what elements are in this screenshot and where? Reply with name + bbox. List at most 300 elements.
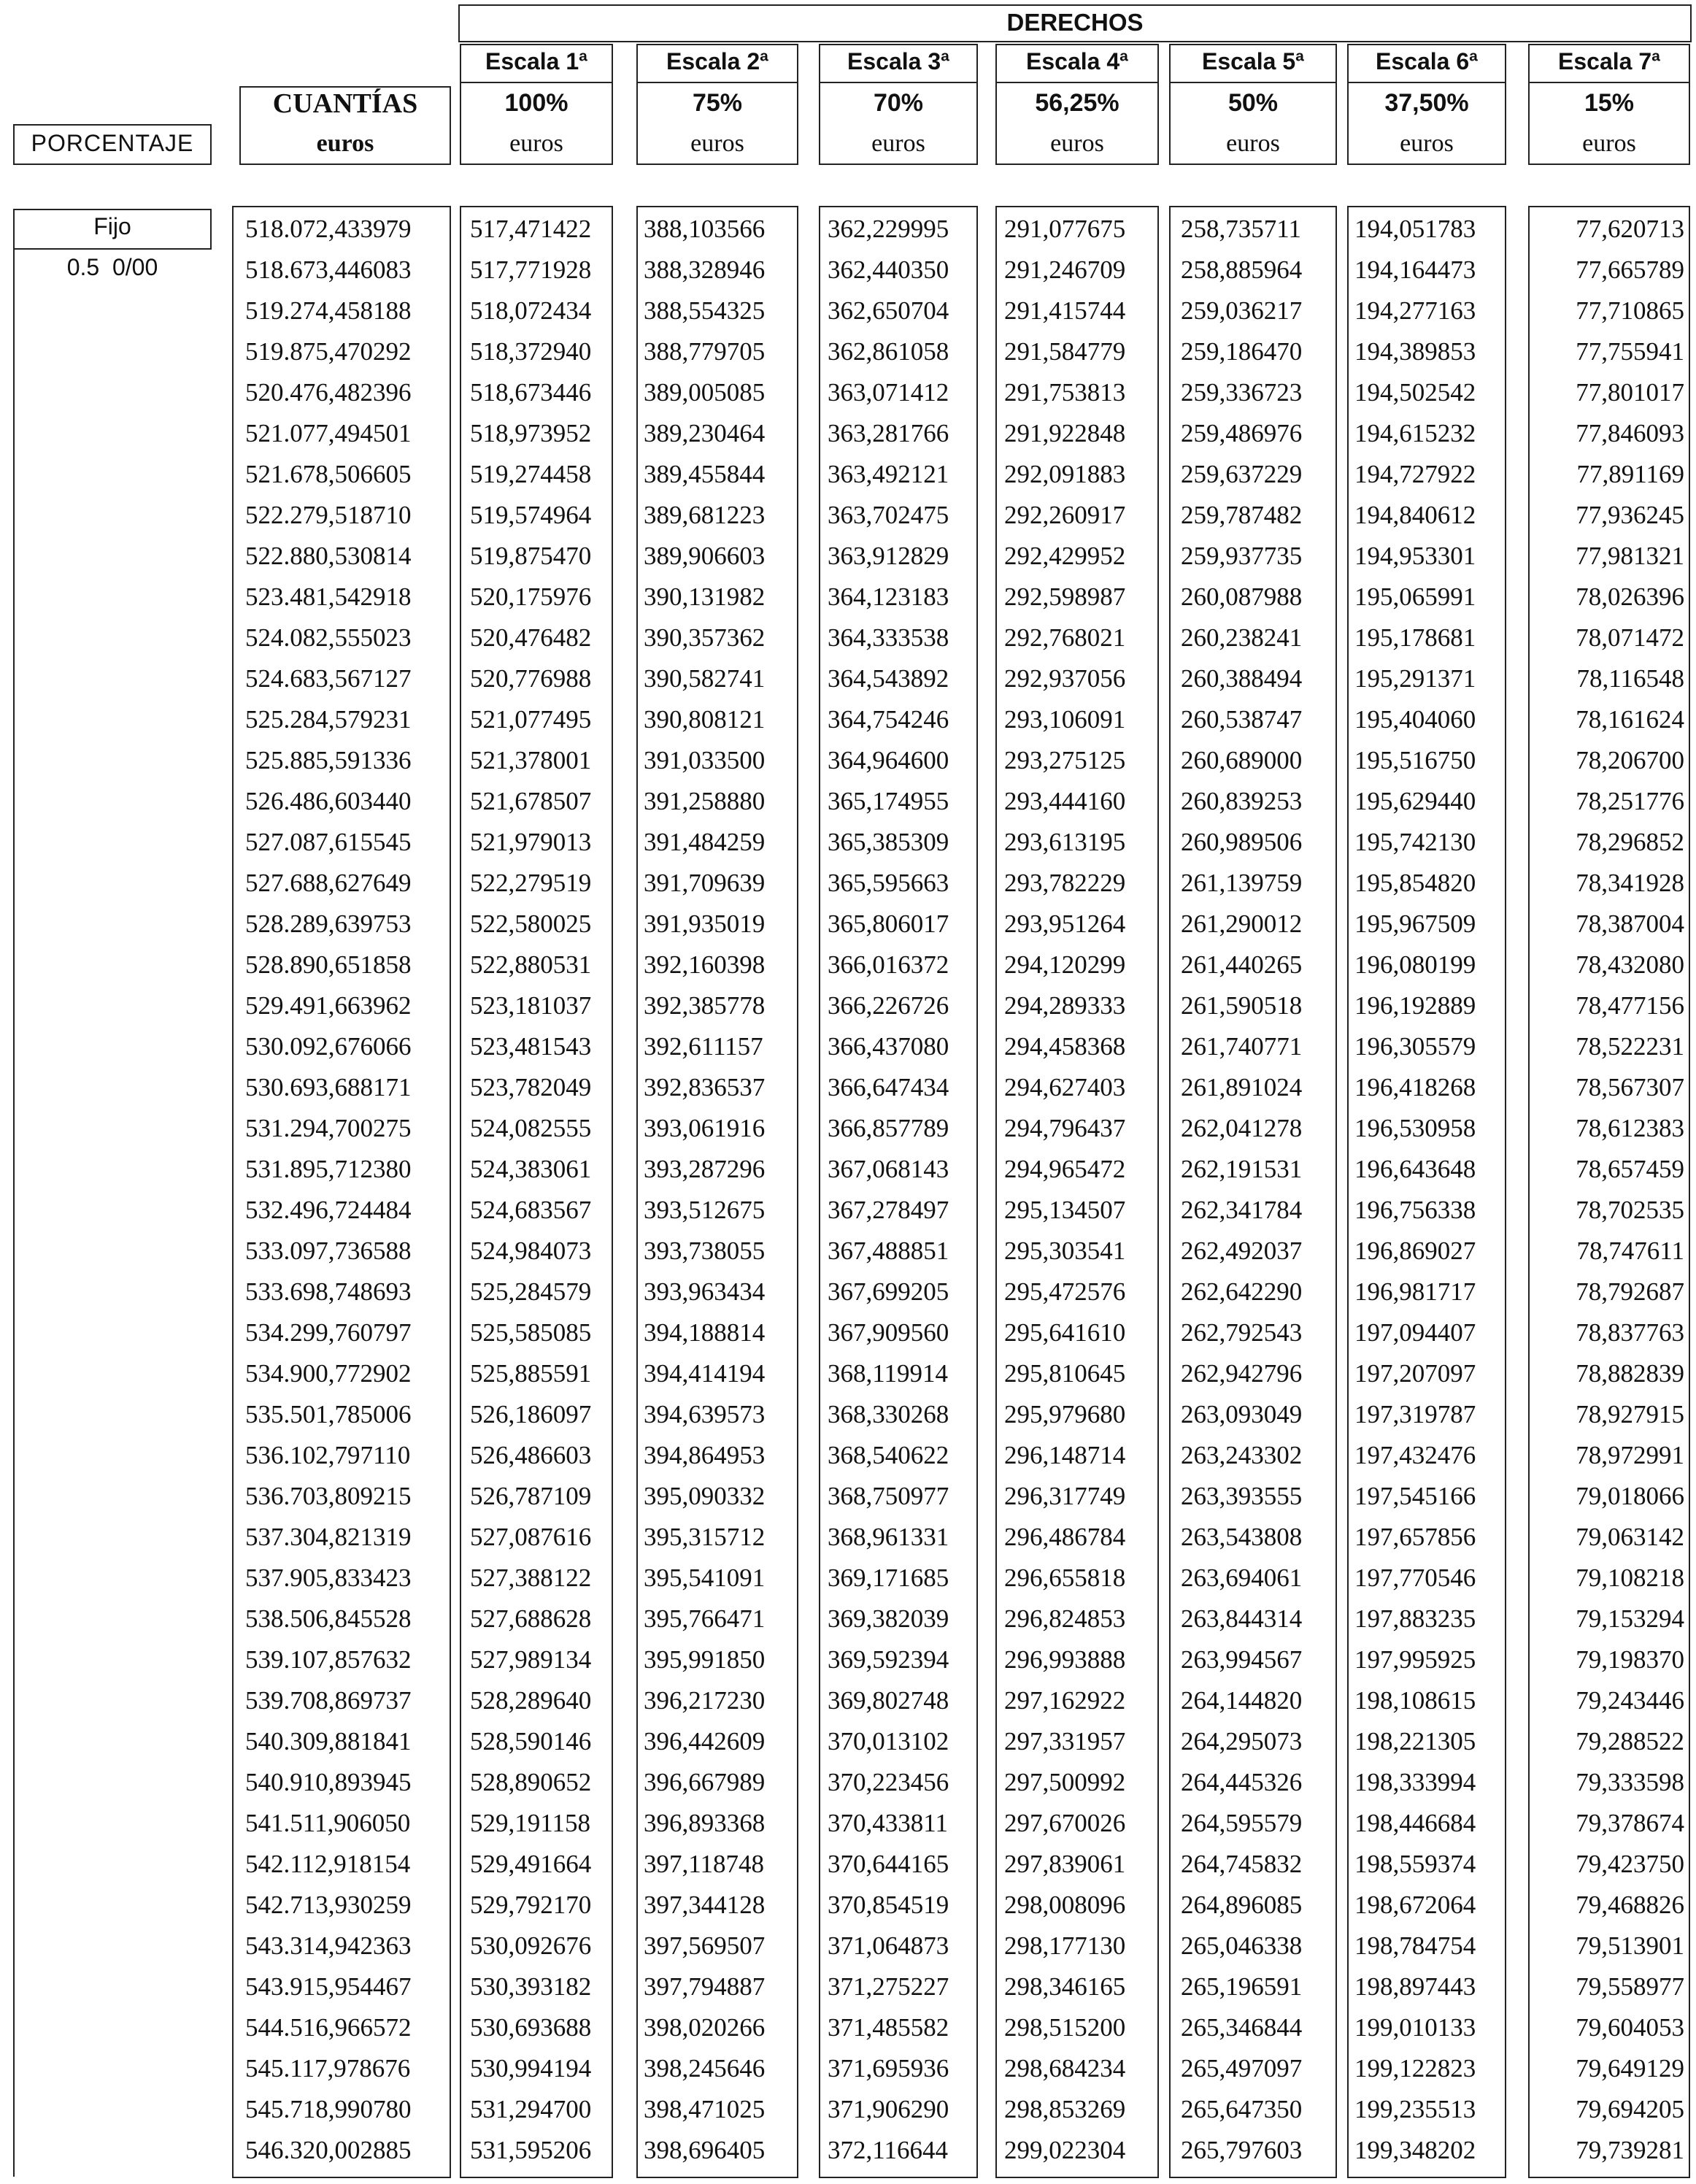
- scale-name: Escala 4ª: [1026, 48, 1128, 74]
- derecho-cell: 369,592394: [828, 1645, 949, 1674]
- derecho-cell: 198,672064: [1354, 1891, 1476, 1919]
- derecho-cell: 294,796437: [1004, 1114, 1126, 1142]
- derecho-cell: 78,657459: [1576, 1155, 1684, 1183]
- derecho-cell: 78,792687: [1576, 1277, 1684, 1306]
- derecho-cell: 518,673446: [470, 378, 592, 407]
- derecho-cell: 197,319787: [1354, 1400, 1476, 1429]
- derecho-cell: 397,794887: [644, 1972, 766, 2001]
- derecho-cell: 260,839253: [1181, 787, 1303, 815]
- scale-header-divider: [1347, 82, 1506, 83]
- derecho-cell: 296,317749: [1004, 1482, 1126, 1510]
- derecho-cell: 522,580025: [470, 910, 592, 938]
- derecho-cell: 388,103566: [644, 215, 766, 243]
- derecho-cell: 363,702475: [828, 501, 949, 529]
- derecho-cell: 292,429952: [1004, 542, 1126, 570]
- derecho-cell: 392,836537: [644, 1073, 766, 1101]
- derecho-cell: 292,260917: [1004, 501, 1126, 529]
- derecho-cell: 398,245646: [644, 2054, 766, 2083]
- cuantia-cell: 534.900,772902: [245, 1359, 412, 1388]
- cuantia-cell: 544.516,966572: [245, 2013, 412, 2042]
- derecho-cell: 295,472576: [1004, 1277, 1126, 1306]
- derecho-cell: 296,486784: [1004, 1523, 1126, 1551]
- porcentaje-column-line: [13, 250, 15, 2177]
- derecho-cell: 297,670026: [1004, 1809, 1126, 1837]
- derecho-cell: 366,016372: [828, 950, 949, 979]
- derecho-cell: 79,018066: [1576, 1482, 1684, 1510]
- derecho-cell: 364,964600: [828, 746, 949, 774]
- derecho-cell: 199,348202: [1354, 2136, 1476, 2164]
- derecho-cell: 195,291371: [1354, 664, 1476, 693]
- derecho-cell: 362,650704: [828, 296, 949, 325]
- derecho-cell: 78,927915: [1576, 1400, 1684, 1429]
- derecho-cell: 364,123183: [828, 582, 949, 611]
- scale-unit: euros: [509, 130, 563, 157]
- derecho-cell: 298,515200: [1004, 2013, 1126, 2042]
- derecho-cell: 79,378674: [1576, 1809, 1684, 1837]
- derecho-cell: 293,106091: [1004, 705, 1126, 734]
- derecho-cell: 263,844314: [1181, 1604, 1303, 1633]
- derecho-cell: 265,346844: [1181, 2013, 1303, 2042]
- derecho-cell: 78,972991: [1576, 1441, 1684, 1469]
- derecho-cell: 388,554325: [644, 296, 766, 325]
- derecho-cell: 391,484259: [644, 828, 766, 856]
- scale-percentage: 37,50%: [1384, 89, 1469, 117]
- derecho-cell: 78,341928: [1576, 869, 1684, 897]
- cuantia-cell: 535.501,785006: [245, 1400, 412, 1429]
- derecho-cell: 198,559374: [1354, 1850, 1476, 1878]
- cuantia-cell: 523.481,542918: [245, 582, 412, 611]
- derecho-cell: 78,116548: [1576, 664, 1684, 693]
- derecho-cell: 527,388122: [470, 1564, 592, 1592]
- derecho-cell: 259,787482: [1181, 501, 1303, 529]
- derecho-cell: 77,620713: [1576, 215, 1684, 243]
- scale-percentage: 70%: [873, 89, 924, 117]
- derecho-cell: 296,993888: [1004, 1645, 1126, 1674]
- scale-name: Escala 7ª: [1558, 48, 1660, 74]
- scale-header-divider: [636, 82, 798, 83]
- cuantia-cell: 546.320,002885: [245, 2136, 412, 2164]
- derecho-cell: 197,883235: [1354, 1604, 1476, 1633]
- derecho-cell: 198,333994: [1354, 1768, 1476, 1796]
- derecho-cell: 366,226726: [828, 991, 949, 1020]
- derecho-cell: 389,681223: [644, 501, 766, 529]
- scale-header-divider: [460, 82, 613, 83]
- derecho-cell: 363,492121: [828, 460, 949, 488]
- derecho-cell: 78,251776: [1576, 787, 1684, 815]
- scale-percentage: 56,25%: [1035, 89, 1119, 117]
- derecho-cell: 260,689000: [1181, 746, 1303, 774]
- derecho-cell: 294,458368: [1004, 1032, 1126, 1061]
- derecho-cell: 194,840612: [1354, 501, 1476, 529]
- cuantia-cell: 540.309,881841: [245, 1727, 412, 1756]
- cuantia-cell: 521.678,506605: [245, 460, 412, 488]
- derecho-cell: 517,471422: [470, 215, 592, 243]
- derecho-cell: 390,582741: [644, 664, 766, 693]
- derecho-cell: 395,090332: [644, 1482, 766, 1510]
- derecho-cell: 259,336723: [1181, 378, 1303, 407]
- derecho-cell: 79,063142: [1576, 1523, 1684, 1551]
- derecho-cell: 259,186470: [1181, 337, 1303, 366]
- derecho-cell: 519,274458: [470, 460, 592, 488]
- derecho-cell: 78,567307: [1576, 1073, 1684, 1101]
- derecho-cell: 397,569507: [644, 1931, 766, 1960]
- scale-percentage: 100%: [504, 89, 568, 117]
- derecho-cell: 264,295073: [1181, 1727, 1303, 1756]
- derecho-cell: 78,747611: [1576, 1237, 1684, 1265]
- derecho-cell: 79,153294: [1576, 1604, 1684, 1633]
- scale-name: Escala 3ª: [847, 48, 949, 74]
- derecho-cell: 299,022304: [1004, 2136, 1126, 2164]
- derecho-cell: 524,383061: [470, 1155, 592, 1183]
- cuantia-cell: 545.718,990780: [245, 2095, 412, 2123]
- derecho-cell: 79,333598: [1576, 1768, 1684, 1796]
- derecho-cell: 198,446684: [1354, 1809, 1476, 1837]
- derecho-cell: 521,378001: [470, 746, 592, 774]
- derecho-cell: 199,010133: [1354, 2013, 1476, 2042]
- derecho-cell: 79,198370: [1576, 1645, 1684, 1674]
- derecho-cell: 518,372940: [470, 337, 592, 366]
- derecho-cell: 194,051783: [1354, 215, 1476, 243]
- cuantia-cell: 531.895,712380: [245, 1155, 412, 1183]
- cuantia-cell: 533.698,748693: [245, 1277, 412, 1306]
- cuantia-cell: 518.072,433979: [245, 215, 412, 243]
- derecho-cell: 78,702535: [1576, 1196, 1684, 1224]
- scale-header-divider: [995, 82, 1159, 83]
- derecho-cell: 292,598987: [1004, 582, 1126, 611]
- porcentaje-fijo-label: Fijo: [93, 213, 131, 239]
- derecho-cell: 77,846093: [1576, 419, 1684, 447]
- derecho-cell: 296,655818: [1004, 1564, 1126, 1592]
- cuantia-cell: 541.511,906050: [245, 1809, 411, 1837]
- derecho-cell: 259,036217: [1181, 296, 1303, 325]
- derecho-cell: 195,516750: [1354, 746, 1476, 774]
- derecho-cell: 263,243302: [1181, 1441, 1303, 1469]
- derecho-cell: 363,281766: [828, 419, 949, 447]
- derecho-cell: 391,258880: [644, 787, 766, 815]
- derecho-cell: 263,543808: [1181, 1523, 1303, 1551]
- derecho-cell: 519,574964: [470, 501, 592, 529]
- derecho-cell: 194,615232: [1354, 419, 1476, 447]
- derecho-cell: 79,558977: [1576, 1972, 1684, 2001]
- derecho-cell: 195,065991: [1354, 582, 1476, 611]
- derecho-cell: 520,476482: [470, 623, 592, 652]
- scale-name: Escala 1ª: [485, 48, 587, 74]
- scale-unit: euros: [1226, 130, 1280, 157]
- cuantia-cell: 540.910,893945: [245, 1768, 412, 1796]
- derecho-cell: 261,440265: [1181, 950, 1303, 979]
- cuantia-cell: 520.476,482396: [245, 378, 412, 407]
- cuantia-cell: 539.708,869737: [245, 1686, 412, 1715]
- derecho-cell: 368,750977: [828, 1482, 949, 1510]
- derecho-cell: 363,912829: [828, 542, 949, 570]
- derecho-cell: 77,665789: [1576, 255, 1684, 284]
- derecho-cell: 198,108615: [1354, 1686, 1476, 1715]
- derecho-cell: 362,229995: [828, 215, 949, 243]
- derecho-cell: 529,792170: [470, 1891, 592, 1919]
- derecho-cell: 368,330268: [828, 1400, 949, 1429]
- derecho-cell: 395,315712: [644, 1523, 766, 1551]
- derecho-cell: 77,891169: [1576, 460, 1684, 488]
- derecho-cell: 298,008096: [1004, 1891, 1126, 1919]
- scale-percentage: 15%: [1584, 89, 1635, 117]
- derecho-cell: 397,118748: [644, 1850, 764, 1878]
- derecho-cell: 259,486976: [1181, 419, 1303, 447]
- cuantia-cell: 534.299,760797: [245, 1318, 412, 1347]
- cuantia-cell: 519.274,458188: [245, 296, 412, 325]
- derecho-cell: 292,768021: [1004, 623, 1126, 652]
- cuantia-cell: 519.875,470292: [245, 337, 412, 366]
- derecho-cell: 395,541091: [644, 1564, 766, 1592]
- derechos-title: DERECHOS: [1006, 9, 1144, 36]
- derecho-cell: 291,246709: [1004, 255, 1126, 284]
- derecho-cell: 264,745832: [1181, 1850, 1303, 1878]
- derecho-cell: 518,973952: [470, 419, 592, 447]
- derecho-cell: 396,442609: [644, 1727, 766, 1756]
- derecho-cell: 196,981717: [1354, 1277, 1476, 1306]
- derecho-cell: 263,994567: [1181, 1645, 1303, 1674]
- derecho-cell: 530,393182: [470, 1972, 592, 2001]
- derecho-cell: 263,393555: [1181, 1482, 1303, 1510]
- derecho-cell: 365,385309: [828, 828, 949, 856]
- derecho-cell: 296,824853: [1004, 1604, 1126, 1633]
- derecho-cell: 364,333538: [828, 623, 949, 652]
- cuantia-cell: 522.880,530814: [245, 542, 412, 570]
- derecho-cell: 364,754246: [828, 705, 949, 734]
- derecho-cell: 291,753813: [1004, 378, 1126, 407]
- derecho-cell: 260,989506: [1181, 828, 1303, 856]
- derecho-cell: 294,120299: [1004, 950, 1126, 979]
- derecho-cell: 196,756338: [1354, 1196, 1476, 1224]
- derecho-cell: 78,026396: [1576, 582, 1684, 611]
- derecho-cell: 195,404060: [1354, 705, 1476, 734]
- derecho-cell: 265,797603: [1181, 2136, 1303, 2164]
- cuantia-cell: 537.304,821319: [245, 1523, 412, 1551]
- derecho-cell: 362,861058: [828, 337, 949, 366]
- derecho-cell: 197,770546: [1354, 1564, 1476, 1592]
- derecho-cell: 368,540622: [828, 1441, 949, 1469]
- derecho-cell: 398,471025: [644, 2095, 766, 2123]
- derecho-cell: 196,643648: [1354, 1155, 1476, 1183]
- derecho-cell: 367,699205: [828, 1277, 949, 1306]
- derecho-cell: 292,091883: [1004, 460, 1126, 488]
- derecho-cell: 396,217230: [644, 1686, 766, 1715]
- derecho-cell: 295,979680: [1004, 1400, 1126, 1429]
- derecho-cell: 198,221305: [1354, 1727, 1476, 1756]
- derecho-cell: 398,020266: [644, 2013, 766, 2042]
- derecho-cell: 77,981321: [1576, 542, 1684, 570]
- derecho-cell: 197,432476: [1354, 1441, 1476, 1469]
- derecho-cell: 197,657856: [1354, 1523, 1476, 1551]
- derecho-cell: 79,513901: [1576, 1931, 1684, 1960]
- derecho-cell: 260,238241: [1181, 623, 1303, 652]
- derecho-cell: 260,087988: [1181, 582, 1303, 611]
- derecho-cell: 530,092676: [470, 1931, 592, 1960]
- cuantia-cell: 526.486,603440: [245, 787, 412, 815]
- derecho-cell: 259,637229: [1181, 460, 1303, 488]
- derecho-cell: 197,545166: [1354, 1482, 1476, 1510]
- cuantia-cell: 542.713,930259: [245, 1891, 412, 1919]
- derecho-cell: 260,538747: [1181, 705, 1303, 734]
- derecho-cell: 297,839061: [1004, 1850, 1126, 1878]
- derecho-cell: 531,294700: [470, 2095, 592, 2123]
- derecho-cell: 518,072434: [470, 296, 592, 325]
- derecho-cell: 392,385778: [644, 991, 766, 1020]
- derecho-cell: 77,936245: [1576, 501, 1684, 529]
- derecho-cell: 265,196591: [1181, 1972, 1303, 2001]
- derecho-cell: 296,148714: [1004, 1441, 1126, 1469]
- derecho-cell: 265,046338: [1181, 1931, 1303, 1960]
- derecho-cell: 262,341784: [1181, 1196, 1303, 1224]
- cuantia-cell: 537.905,833423: [245, 1564, 412, 1592]
- derecho-cell: 365,806017: [828, 910, 949, 938]
- cuantia-cell: 538.506,845528: [245, 1604, 412, 1633]
- derecho-cell: 264,445326: [1181, 1768, 1303, 1796]
- derecho-cell: 526,787109: [470, 1482, 592, 1510]
- derecho-cell: 199,122823: [1354, 2054, 1476, 2083]
- derecho-cell: 293,951264: [1004, 910, 1126, 938]
- derecho-cell: 297,162922: [1004, 1686, 1126, 1715]
- derecho-cell: 77,755941: [1576, 337, 1684, 366]
- derecho-cell: 79,694205: [1576, 2095, 1684, 2123]
- derecho-cell: 297,500992: [1004, 1768, 1126, 1796]
- derecho-cell: 291,584779: [1004, 337, 1126, 366]
- derecho-cell: 198,784754: [1354, 1931, 1476, 1960]
- derecho-cell: 529,191158: [470, 1809, 590, 1837]
- cuantias-title: CUANTÍAS: [272, 88, 418, 119]
- porcentaje-rate-label: 0.5 0/00: [66, 254, 158, 280]
- scale-name: Escala 6ª: [1376, 48, 1478, 74]
- cuantia-cell: 524.082,555023: [245, 623, 412, 652]
- derecho-cell: 397,344128: [644, 1891, 766, 1919]
- derecho-cell: 525,284579: [470, 1277, 592, 1306]
- derecho-cell: 197,207097: [1354, 1359, 1476, 1388]
- derecho-cell: 390,357362: [644, 623, 766, 652]
- derecho-cell: 365,174955: [828, 787, 949, 815]
- cuantia-cell: 522.279,518710: [245, 501, 412, 529]
- derecho-cell: 78,296852: [1576, 828, 1684, 856]
- derecho-cell: 79,288522: [1576, 1727, 1684, 1756]
- scale-percentage: 50%: [1227, 89, 1279, 117]
- derecho-cell: 524,683567: [470, 1196, 592, 1224]
- derecho-cell: 265,647350: [1181, 2095, 1303, 2123]
- derecho-cell: 367,278497: [828, 1196, 949, 1224]
- derecho-cell: 261,290012: [1181, 910, 1303, 938]
- derecho-cell: 394,864953: [644, 1441, 766, 1469]
- derecho-cell: 391,709639: [644, 869, 766, 897]
- derecho-cell: 394,188814: [644, 1318, 766, 1347]
- derecho-cell: 527,087616: [470, 1523, 592, 1551]
- derecho-cell: 262,642290: [1181, 1277, 1303, 1306]
- derecho-cell: 194,164473: [1354, 255, 1476, 284]
- derecho-cell: 298,853269: [1004, 2095, 1126, 2123]
- derecho-cell: 262,942796: [1181, 1359, 1303, 1388]
- derecho-cell: 79,739281: [1576, 2136, 1684, 2164]
- derecho-cell: 78,206700: [1576, 746, 1684, 774]
- derecho-cell: 520,776988: [470, 664, 592, 693]
- cuantia-cell: 543.314,942363: [245, 1931, 412, 1960]
- derecho-cell: 391,935019: [644, 910, 766, 938]
- derecho-cell: 370,433811: [828, 1809, 948, 1837]
- scale-percentage: 75%: [692, 89, 743, 117]
- derecho-cell: 521,077495: [470, 705, 592, 734]
- derecho-cell: 363,071412: [828, 378, 949, 407]
- derecho-cell: 196,530958: [1354, 1114, 1476, 1142]
- scale-header-divider: [1528, 82, 1690, 83]
- derecho-cell: 194,277163: [1354, 296, 1476, 325]
- derecho-cell: 298,177130: [1004, 1931, 1126, 1960]
- derecho-cell: 525,885591: [470, 1359, 592, 1388]
- derecho-cell: 362,440350: [828, 255, 949, 284]
- derecho-cell: 259,937735: [1181, 542, 1303, 570]
- derecho-cell: 263,093049: [1181, 1400, 1303, 1429]
- cuantia-cell: 525.885,591336: [245, 746, 412, 774]
- derecho-cell: 517,771928: [470, 255, 592, 284]
- derecho-cell: 524,984073: [470, 1237, 592, 1265]
- cuantia-cell: 543.915,954467: [245, 1972, 412, 2001]
- derecho-cell: 258,735711: [1181, 215, 1301, 243]
- derecho-cell: 265,497097: [1181, 2054, 1303, 2083]
- derecho-cell: 371,485582: [828, 2013, 949, 2042]
- derecho-cell: 261,590518: [1181, 991, 1303, 1020]
- derecho-cell: 367,068143: [828, 1155, 949, 1183]
- derecho-cell: 195,178681: [1354, 623, 1476, 652]
- cuantia-cell: 539.107,857632: [245, 1645, 412, 1674]
- cuantia-cell: 530.693,688171: [245, 1073, 412, 1101]
- derecho-cell: 294,289333: [1004, 991, 1126, 1020]
- derecho-cell: 78,522231: [1576, 1032, 1684, 1061]
- derecho-cell: 393,287296: [644, 1155, 766, 1183]
- derecho-cell: 260,388494: [1181, 664, 1303, 693]
- derecho-cell: 196,305579: [1354, 1032, 1476, 1061]
- derecho-cell: 527,989134: [470, 1645, 592, 1674]
- cuantia-cell: 528.289,639753: [245, 910, 412, 938]
- cuantia-cell: 530.092,676066: [245, 1032, 412, 1061]
- derecho-cell: 369,382039: [828, 1604, 949, 1633]
- derecho-cell: 366,437080: [828, 1032, 949, 1061]
- derecho-cell: 295,303541: [1004, 1237, 1126, 1265]
- derecho-cell: 79,604053: [1576, 2013, 1684, 2042]
- derecho-cell: 393,512675: [644, 1196, 766, 1224]
- derecho-cell: 291,922848: [1004, 419, 1126, 447]
- derecho-cell: 264,144820: [1181, 1686, 1303, 1715]
- derecho-cell: 297,331957: [1004, 1727, 1126, 1756]
- derecho-cell: 395,991850: [644, 1645, 766, 1674]
- scale-name: Escala 5ª: [1202, 48, 1304, 74]
- derecho-cell: 364,543892: [828, 664, 949, 693]
- derecho-cell: 394,414194: [644, 1359, 766, 1388]
- derecho-cell: 293,444160: [1004, 787, 1126, 815]
- derecho-cell: 530,693688: [470, 2013, 592, 2042]
- derecho-cell: 390,131982: [644, 582, 766, 611]
- cuantia-cell: 536.102,797110: [245, 1441, 411, 1469]
- derecho-cell: 298,684234: [1004, 2054, 1126, 2083]
- cuantia-cell: 542.112,918154: [245, 1850, 411, 1878]
- derecho-cell: 79,108218: [1576, 1564, 1684, 1592]
- derecho-cell: 523,181037: [470, 991, 592, 1020]
- derecho-cell: 196,869027: [1354, 1237, 1476, 1265]
- derecho-cell: 263,694061: [1181, 1564, 1303, 1592]
- derecho-cell: 77,801017: [1576, 378, 1684, 407]
- derecho-cell: 370,013102: [828, 1727, 949, 1756]
- scale-unit: euros: [1582, 130, 1636, 157]
- scale-unit: euros: [1050, 130, 1104, 157]
- derecho-cell: 293,782229: [1004, 869, 1126, 897]
- derecho-cell: 261,891024: [1181, 1073, 1303, 1101]
- derecho-cell: 294,965472: [1004, 1155, 1126, 1183]
- derecho-cell: 291,415744: [1004, 296, 1126, 325]
- derecho-cell: 528,289640: [470, 1686, 592, 1715]
- derecho-cell: 369,171685: [828, 1564, 949, 1592]
